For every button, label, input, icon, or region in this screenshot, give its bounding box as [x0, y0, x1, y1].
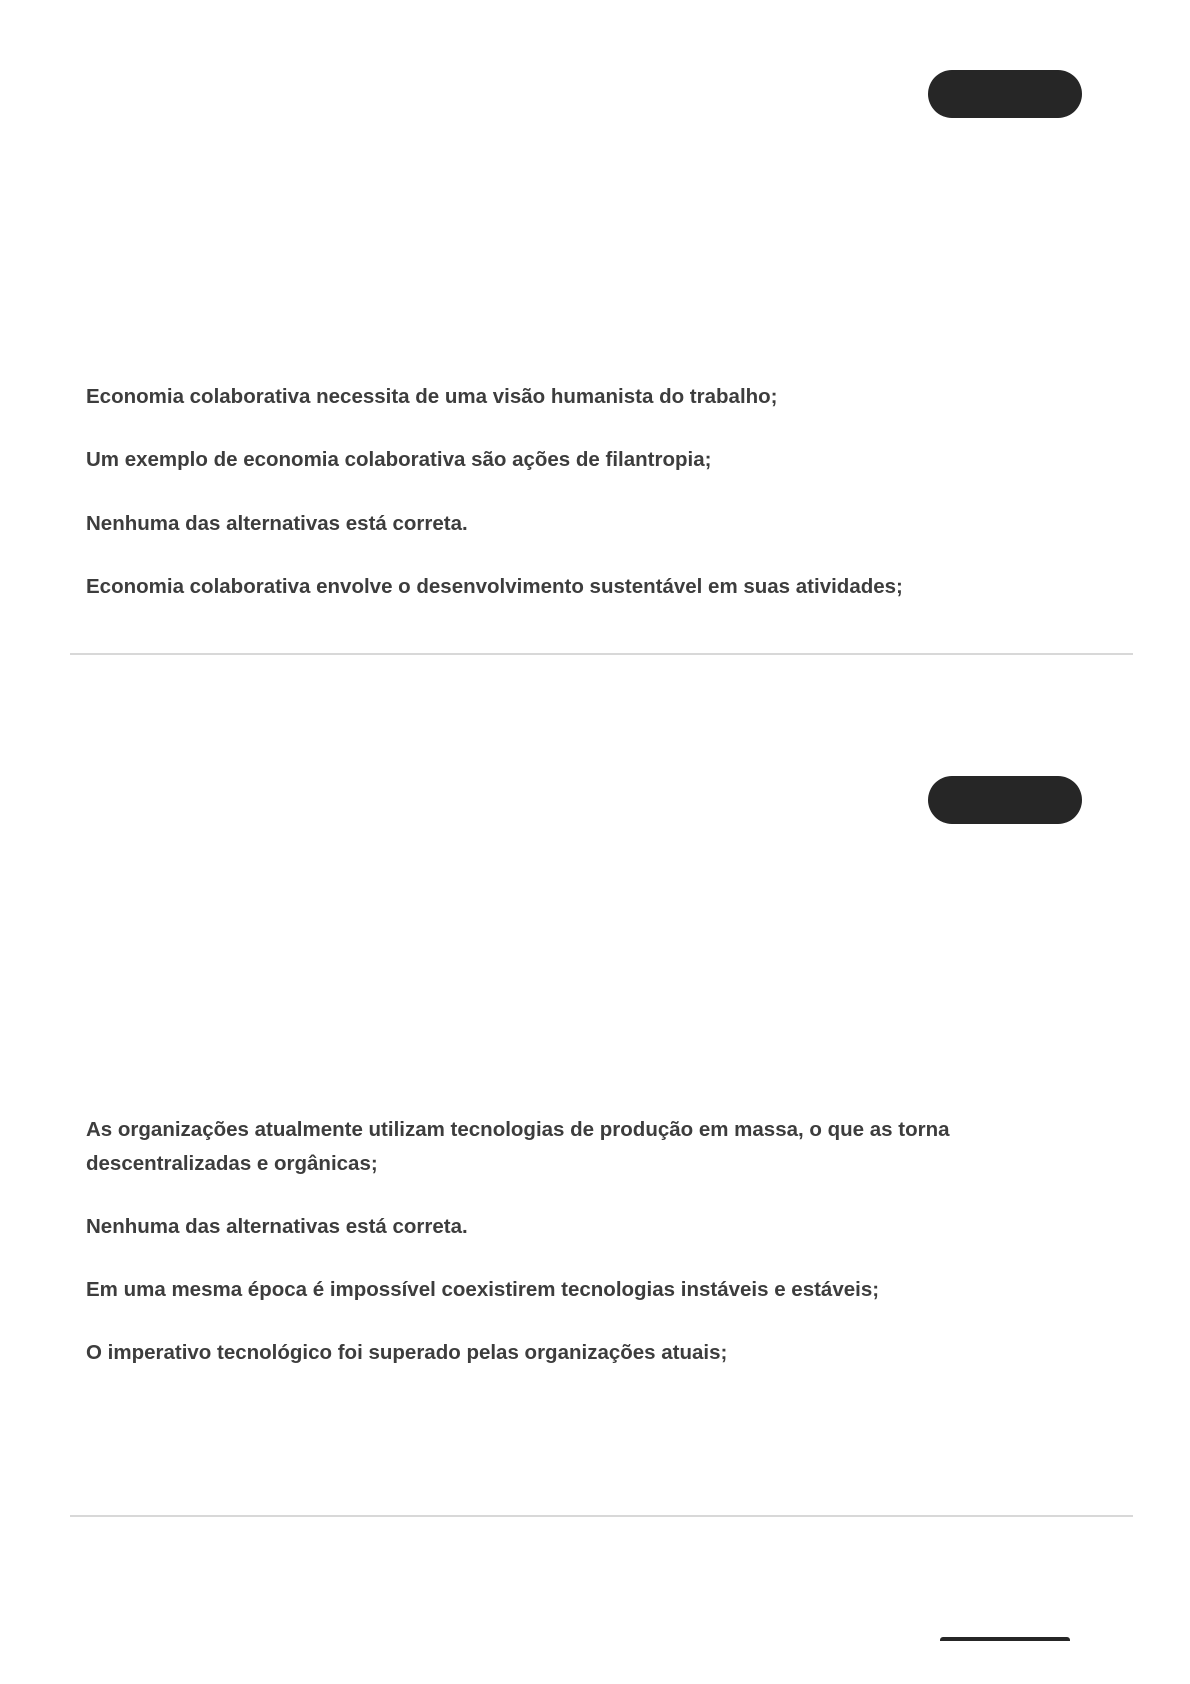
question-1-option-2[interactable]: Um exemplo de economia colaborativa são ações de filantropia; — [86, 448, 712, 471]
question-1-badge — [928, 70, 1082, 118]
question-3-badge — [940, 1637, 1070, 1641]
question-2-option-2[interactable]: Nenhuma das alternativas está correta. — [86, 1215, 468, 1238]
question-1-option-1[interactable]: Economia colaborativa necessita de uma visão humanista do trabalho; — [86, 385, 778, 408]
question-divider — [70, 653, 1133, 655]
question-2-option-1[interactable]: As organizações atualmente utilizam tecnologias de produção em massa, o que as torna descentralizadas e orgânicas; — [86, 1118, 950, 1175]
question-2-option-3[interactable]: Em uma mesma época é impossível coexistirem tecnologias instáveis e estáveis; — [86, 1278, 880, 1301]
question-1-option-3[interactable]: Nenhuma das alternativas está correta. — [86, 512, 468, 535]
question-2-badge — [928, 776, 1082, 824]
question-1-option-4[interactable]: Economia colaborativa envolve o desenvolvimento sustentável em suas atividades; — [86, 575, 903, 598]
question-divider — [70, 1515, 1133, 1517]
question-2-option-4[interactable]: O imperativo tecnológico foi superado pelas organizações atuais; — [86, 1341, 728, 1364]
